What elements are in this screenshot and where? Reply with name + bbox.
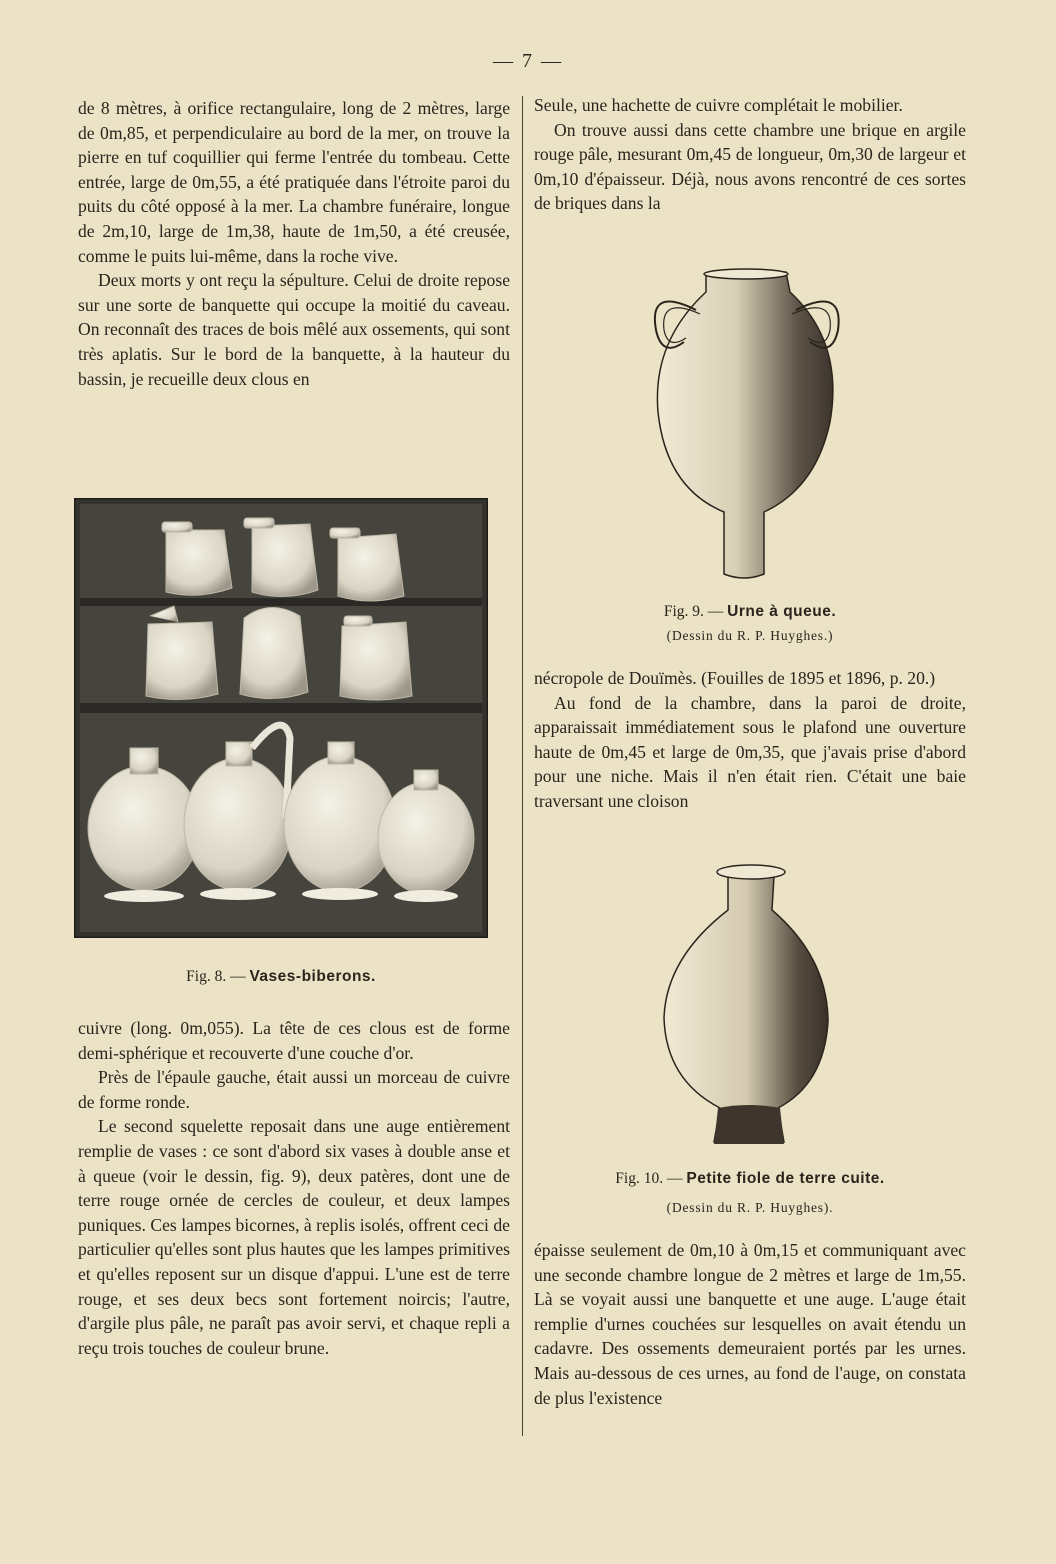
fig10-title: Petite fiole de terre cuite.: [686, 1170, 885, 1187]
paragraph: Le second squelette reposait dans une auge entièrement remplie de vases : ce sont d'abord six vases à double anse et à queue (voir le dessin, fig. 9), deux patères, dont une de terre rouge ornée de cercles de couleur, et deux lampes puniques. Ces lampes bicornes, à replis isolés, offrent ceci de particulier qu'elles sont plus hautes que les lampes primitives et qu'elles reposent sur un disque d'appui. L'une est de terre rouge, et ses deux becs sont fortement noircis; l'autre, d'argile plus pâle, ne paraît pas avoir servi, et chaque repli a reçu trois touches de couleur brune.: [78, 1116, 510, 1358]
fig10-caption: [534, 1170, 966, 1188]
left-column-bottom: [78, 1016, 510, 1360]
right-column-middle: [534, 666, 966, 814]
fig9-title: Urne à queue.: [727, 603, 837, 620]
paragraph: On trouve aussi dans cette chambre une brique en argile rouge pâle, mesurant 0m,45 de longueur, 0m,30 de largeur et 0m,10 d'épaisseur. Déjà, nous avons rencontré de ces sortes de briques dans la: [534, 119, 966, 214]
right-column-top: [534, 93, 966, 216]
right-column-bottom: [534, 1238, 966, 1410]
paragraph: épaisse seulement de 0m,10 à 0m,15 et communiquant avec une seconde chambre longue de 2 mètres et large de 1m,55. Là se voyait aussi une banquette et une auge. L'auge était remplie d'urnes couchées sur lesquelles on avait étendu un cadavre. Des ossements demeuraient portés par les urnes. Mais au-dessous de ces urnes, au fond de l'auge, on constata de plus l'existence: [534, 1240, 966, 1408]
paragraph: Seule, une hachette de cuivre complétait le mobilier.: [534, 95, 903, 115]
fig10-credit: (Dessin du R. P. Huyghes).: [666, 1200, 834, 1215]
column-rule: [522, 96, 523, 1436]
fig9-credit: (Dessin du R. P. Huyghes.): [666, 628, 834, 643]
fig9-urn-drawing: [640, 262, 852, 590]
paragraph: Au fond de la chambre, dans la paroi de droite, apparaissait immédiatement sous le plafond une ouverture haute de 0m,45 et large de 0m,35, que j'avais prise d'abord pour une niche. Mais il n'en était rien. C'était une baie traversant une cloison: [534, 692, 966, 811]
paragraph: cuivre (long. 0m,055). La tête de ces clous est de forme demi-sphérique et recouverte d'une couche d'or.: [78, 1018, 510, 1063]
page-number: — 7 —: [493, 50, 563, 72]
fig9-label: Fig. 9. —: [663, 603, 724, 620]
fig10-flask-drawing: [652, 862, 846, 1154]
fig8-title: Vases-biberons.: [249, 968, 376, 985]
fig8-label: Fig. 8. —: [186, 968, 246, 985]
paragraph: Deux morts y ont reçu la sépulture. Celui de droite repose sur une sorte de banquette qui occupe la moitié du caveau. On reconnaît des traces de bois mêlé aux ossements, qui sont très aplatis. Sur le bord de la banquette, à la hauteur du bassin, je recueille deux clous en: [78, 270, 510, 389]
fig10-label: Fig. 10. —: [615, 1170, 683, 1187]
paragraph: Près de l'épaule gauche, était aussi un morceau de cuivre de forme ronde.: [78, 1067, 510, 1112]
fig9-caption: [534, 603, 966, 621]
paragraph: nécropole de Douïmès. (Fouilles de 1895 et 1896, p. 20.): [534, 668, 936, 688]
left-column-top: [78, 96, 510, 391]
fig8-caption: [74, 968, 488, 986]
paragraph: de 8 mètres, à orifice rectangulaire, long de 2 mètres, large de 0m,85, et perpendiculaire au bord de la mer, on trouve la pierre en tuf coquillier qui ferme l'entrée du tombeau. Cette entrée, large de 0m,55, a été pratiquée dans l'étroite paroi du puits du côté opposé à la mer. La chambre funéraire, longue de 2m,10, large de 1m,38, haute de 1m,50, a été creusée, comme le puits lui-même, dans la roche vive.: [78, 98, 510, 266]
fig8-photograph: [74, 498, 488, 938]
